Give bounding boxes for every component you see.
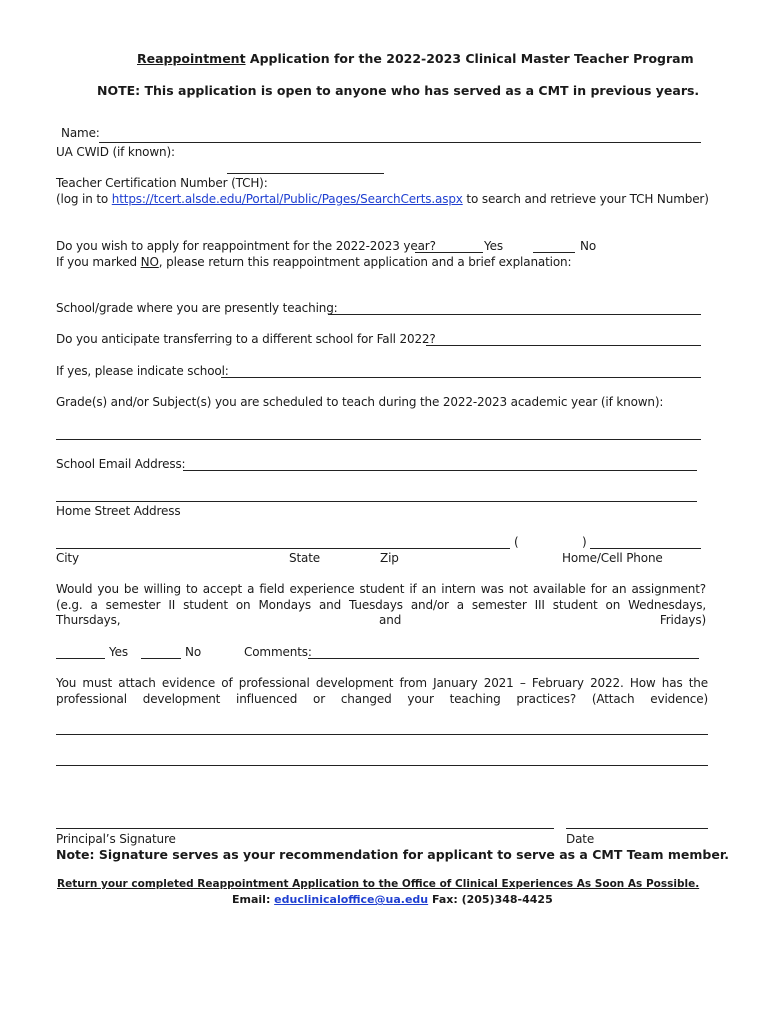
name-field[interactable]: [99, 142, 701, 143]
indicate-school-field[interactable]: [221, 377, 701, 378]
state-label: State: [289, 551, 321, 565]
phone-field[interactable]: [590, 548, 701, 549]
fe-yes-label: Yes: [109, 645, 128, 659]
contact-email-link[interactable]: educlinicaloffice@ua.edu: [274, 893, 429, 906]
tch-help-pre: (log in to: [56, 192, 112, 206]
cwid-label: UA CWID (if known):: [56, 145, 175, 159]
street-label: Home Street Address: [56, 504, 181, 518]
signature-note: Note: Signature serves as your recommendation for applicant to serve as a CMT Team member.: [56, 847, 729, 862]
phone-label: Home/Cell Phone: [562, 551, 663, 565]
email-field[interactable]: [183, 470, 697, 471]
if-no-word: NO: [140, 255, 159, 269]
name-label: Name:: [61, 126, 100, 140]
reappoint-yes-label: Yes: [484, 239, 503, 253]
school-field[interactable]: [328, 314, 701, 315]
title-underlined: Reappointment: [137, 51, 246, 66]
reappoint-yes-blank[interactable]: [415, 252, 483, 253]
grades-label: Grade(s) and/or Subject(s) you are scheduled to teach during the 2022-2023 academic year (if known):: [56, 395, 664, 409]
comments-label: Comments:: [244, 645, 312, 659]
street-field[interactable]: [56, 501, 697, 502]
reappoint-no-blank[interactable]: [533, 252, 575, 253]
tch-label: Teacher Certification Number (TCH):: [56, 176, 268, 190]
indicate-school-label: If yes, please indicate school:: [56, 364, 229, 378]
grades-field[interactable]: [56, 439, 701, 440]
principal-signature-label: Principal’s Signature: [56, 832, 176, 846]
date-line[interactable]: [566, 828, 708, 829]
city-state-zip-field[interactable]: [56, 548, 510, 549]
contact-line: [232, 893, 553, 906]
comments-field[interactable]: [308, 658, 699, 659]
date-label: Date: [566, 832, 595, 846]
fe-no-label: No: [185, 645, 202, 659]
transfer-field[interactable]: [426, 345, 701, 346]
school-label: School/grade where you are presently teaching:: [56, 301, 338, 315]
fe-yes-blank[interactable]: [56, 658, 105, 659]
page-title: [137, 51, 694, 66]
phone-paren-open: (: [514, 535, 519, 549]
contact-email-label: Email:: [232, 893, 275, 906]
professional-development-text: You must attach evidence of professional development from January 2021 – February 2022. How has the professional development influenced or changed your teaching practices? (Attach evidence): [56, 676, 708, 706]
pd-answer-line-2[interactable]: [56, 765, 708, 766]
contact-fax: Fax: (205)348-4425: [428, 893, 553, 906]
if-no-post: , please return this reappointment application and a brief explanation:: [158, 255, 572, 269]
cwid-field[interactable]: [227, 173, 384, 174]
email-label: School Email Address:: [56, 457, 186, 471]
transfer-question: Do you anticipate transferring to a different school for Fall 2022?: [56, 332, 436, 346]
return-instructions: Return your completed Reappointment Application to the Office of Clinical Experiences As Soon As Possible.: [57, 878, 700, 890]
tch-help: [56, 192, 709, 206]
phone-paren-close: ): [582, 535, 587, 549]
eligibility-note: NOTE: This application is open to anyone who has served as a CMT in previous years.: [97, 83, 700, 98]
pd-answer-line-1[interactable]: [56, 734, 708, 735]
principal-signature-line[interactable]: [56, 828, 554, 829]
zip-label: Zip: [380, 551, 399, 565]
if-no-instruction: [56, 255, 571, 269]
reappoint-no-label: No: [580, 239, 597, 253]
if-no-pre: If you marked: [56, 255, 141, 269]
fe-no-blank[interactable]: [141, 658, 181, 659]
tch-help-post: to search and retrieve your TCH Number): [462, 192, 709, 206]
title-rest: Application for the 2022-2023 Clinical Master Teacher Program: [245, 51, 694, 66]
tch-search-link[interactable]: https://tcert.alsde.edu/Portal/Public/Pages/SearchCerts.aspx: [111, 192, 463, 206]
reappoint-question: Do you wish to apply for reappointment for the 2022-2023 year?: [56, 239, 436, 253]
field-experience-question: Would you be willing to accept a field experience student if an intern was not available for an assignment? (e.g. a semester II student on Mondays and Tuesdays and/or a semester III student on Wednesdays, Thursdays, and Fridays): [56, 582, 706, 627]
city-label: City: [56, 551, 79, 565]
